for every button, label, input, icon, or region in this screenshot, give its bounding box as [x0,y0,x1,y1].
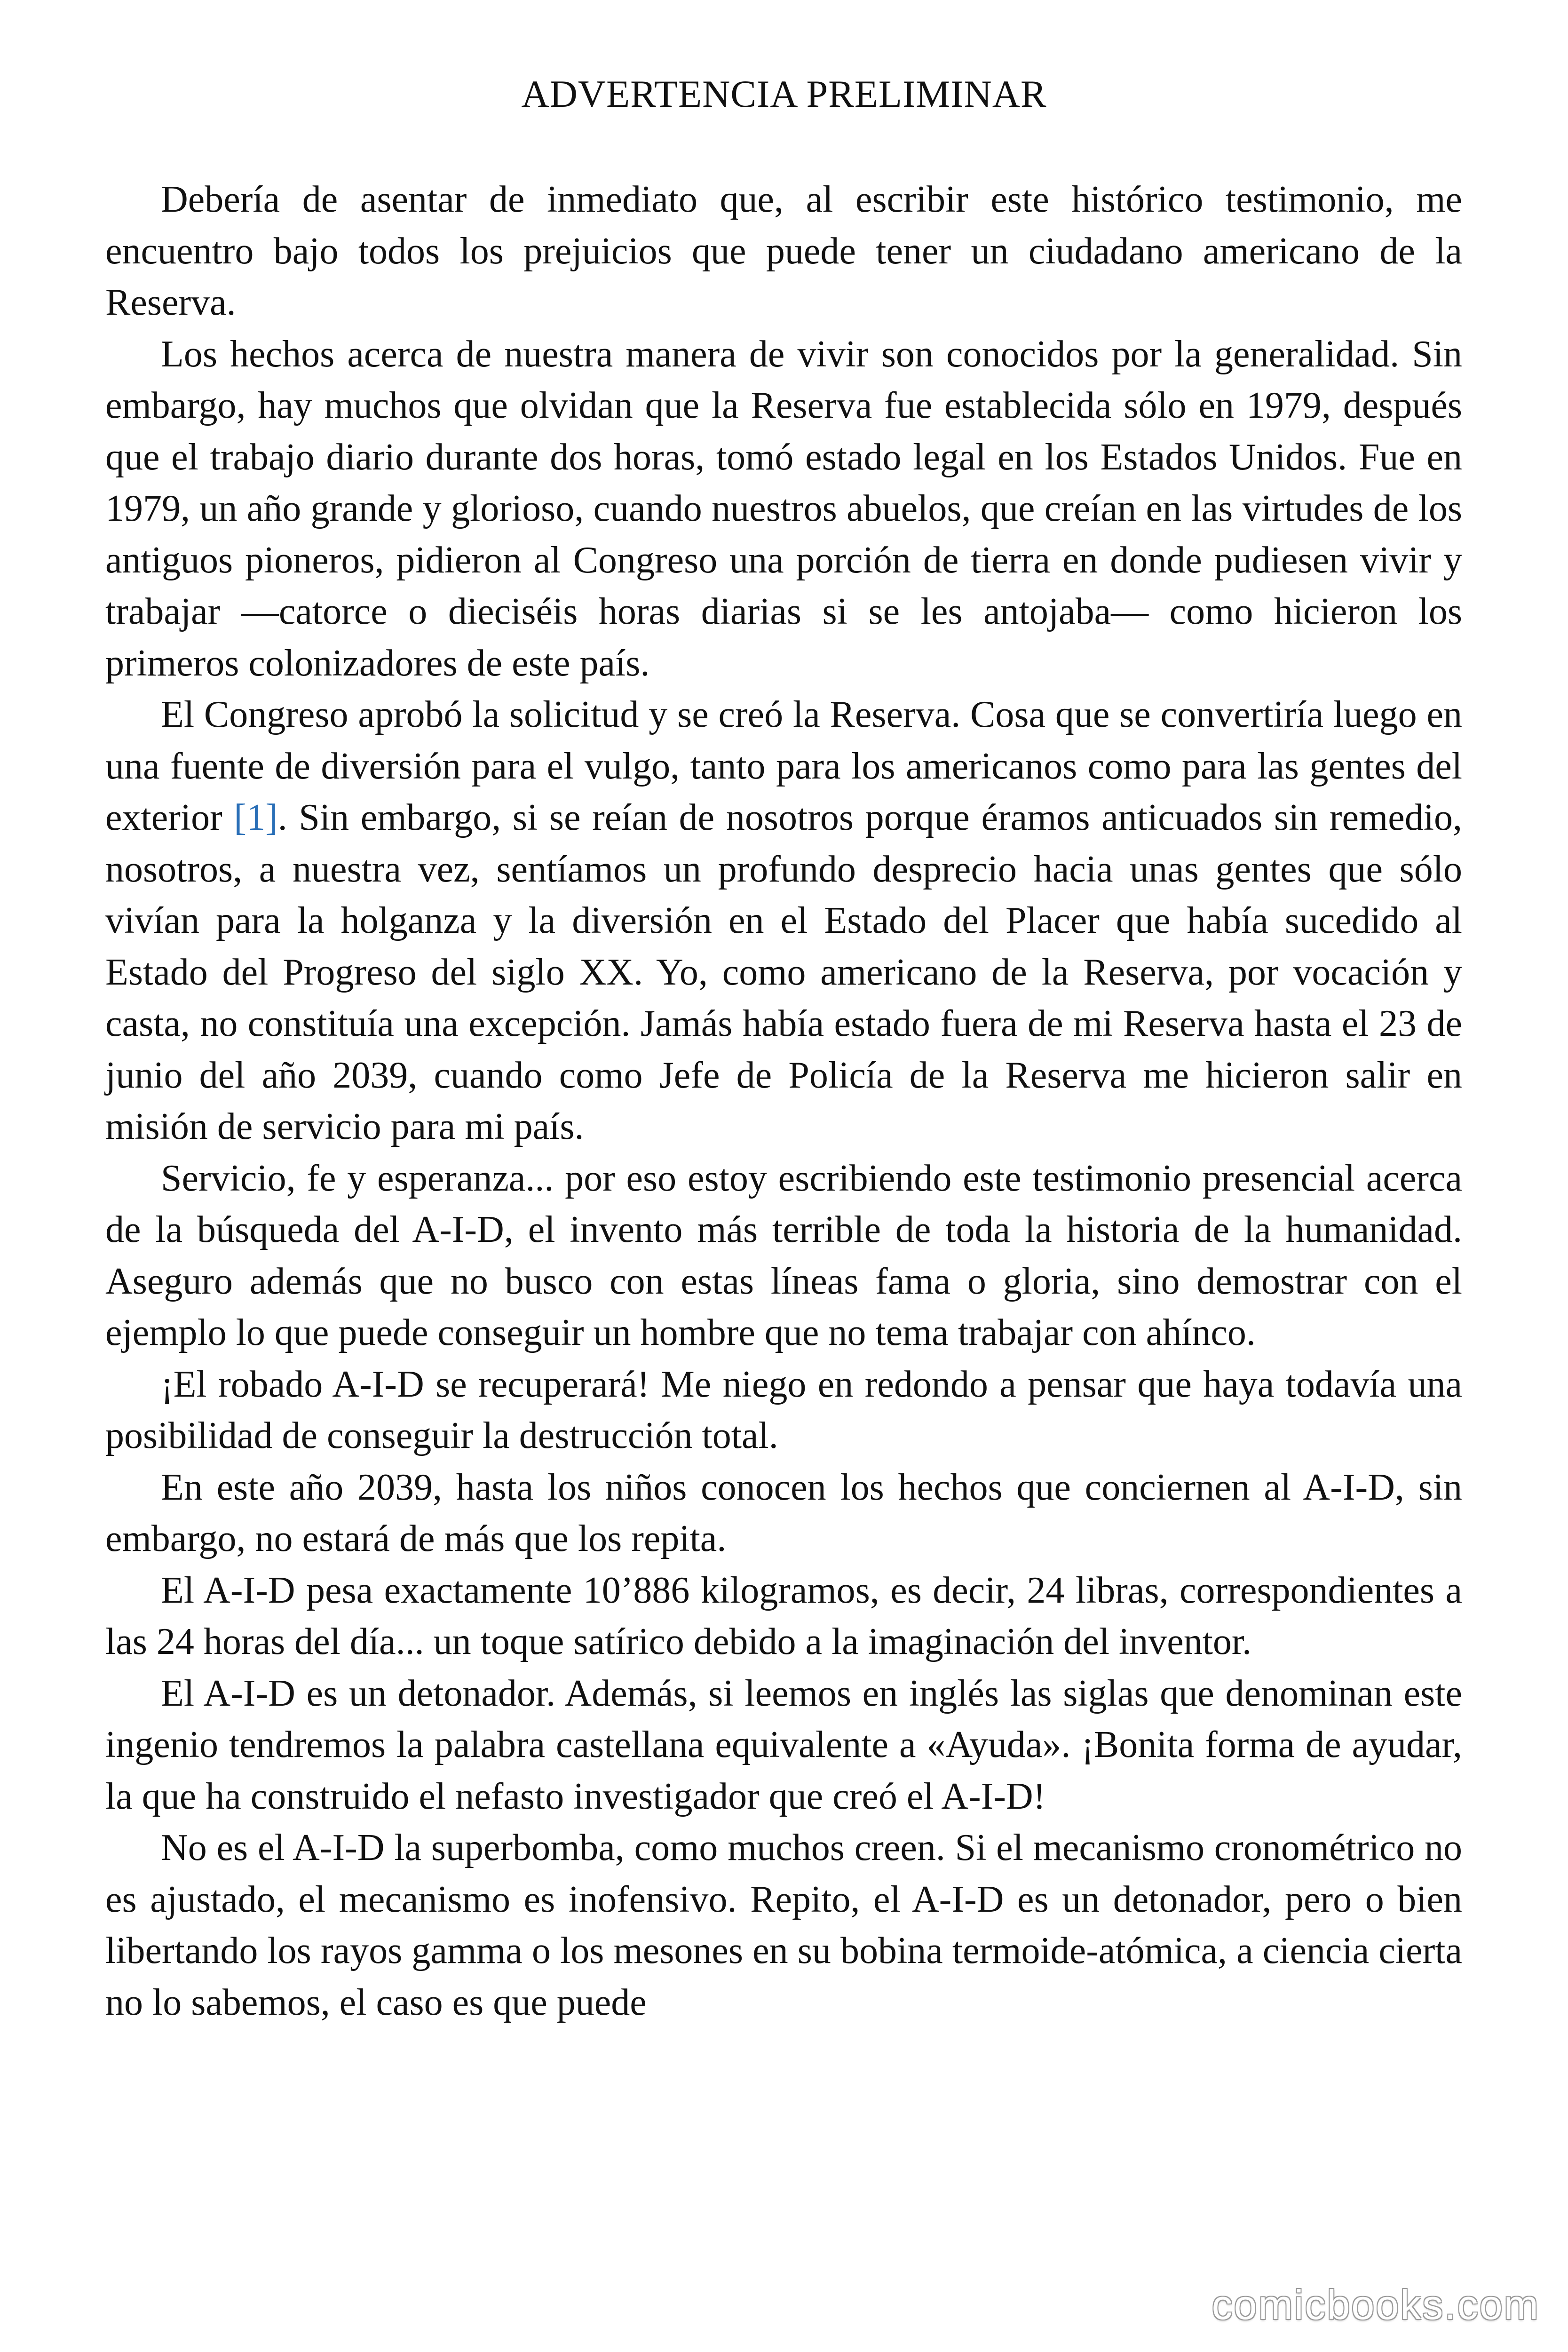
paragraph-3-text-after: . Sin embargo, si se reían de nosotros porque éramos anticuados sin remedio, nosotros, a nuestra vez, sentíamos un profundo desprecio hacia unas gentes que sólo vivían para la holganza y la diversión en el Estado del Placer que había sucedido al Estado del Progreso del siglo XX. Yo, como americano de la Reserva, por vocación y casta, no constituía una excepción. Jamás había estado fuera de mi Reserva hasta el 23 de junio del año 2039, cuando como Jefe de Policía de la Reserva me hicieron salir en misión de servicio para mi país. [105,797,1463,1147]
paragraph-6: En este año 2039, hasta los niños conocen los hechos que conciernen al A-I-D, sin embargo, no estará de más que los repita. [105,1466,1462,1559]
footnote-link[interactable]: [1] [234,797,278,838]
watermark-logo: comicbooks.com [1212,2281,1540,2328]
paragraph-3-text-before: El Congreso aprobó la solicitud y se creó la Reserva. Cosa que se convertiría luego en una fuente de diversión para el vulgo, tanto para los americanos como para las gentes del exterior [105,694,1462,838]
paragraph-1: Debería de asentar de inmediato que, al escribir este histórico testimonio, me encuentro bajo todos los prejuicios que puede tener un ciudadano americano de la Reserva. [105,179,1462,323]
paragraph-7: El A-I-D pesa exactamente 10’886 kilogramos, es decir, 24 libras, correspondientes a las 24 horas del día... un toque satírico debido a la imaginación del inventor. [105,1569,1462,1662]
paragraph-8: El A-I-D es un detonador. Además, si leemos en inglés las siglas que denominan este ingenio tendremos la palabra castellana equivalente a «Ayuda». ¡Bonita forma de ayudar, la que ha construido el nefasto investigador que creó el A-I-D! [105,1672,1462,1817]
chapter-title: ADVERTENCIA PRELIMINAR [521,72,1047,115]
paragraph-2: Los hechos acerca de nuestra manera de vivir son conocidos por la generalidad. Sin embargo, hay muchos que olvidan que la Reserva fue establecida sólo en 1979, después que el trabajo diario durante dos horas, tomó estado legal en los Estados Unidos. Fue en 1979, un año grande y glorioso, cuando nuestros abuelos, que creían en las virtudes de los antiguos pioneros, pidieron al Congreso una porción de tierra en donde pudiesen vivir y trabajar —catorce o dieciséis horas diarias si se les antojaba— como hicieron los primeros colonizadores de este país. [105,333,1462,684]
body-text [105,174,1462,2028]
paragraph-5: ¡El robado A-I-D se recuperará! Me niego en redondo a pensar que haya todavía una posibilidad de conseguir la destrucción total. [105,1363,1462,1456]
paragraph-9: No es el A-I-D la superbomba, como muchos creen. Si el mecanismo cronométrico no es ajustado, el mecanismo es inofensivo. Repito, el A-I-D es un detonador, pero o bien libertando los rayos gamma o los mesones en su bobina termoide-atómica, a ciencia cierta no lo sabemos, el caso es que puede [105,1827,1462,2023]
paragraph-4: Servicio, fe y esperanza... por eso estoy escribiendo este testimonio presencial acerca de la búsqueda del A-I-D, el invento más terrible de toda la historia de la humanidad. Aseguro además que no busco con estas líneas fama o gloria, sino demostrar con el ejemplo lo que puede conseguir un hombre que no tema trabajar con ahínco. [105,1157,1462,1353]
paragraph-3 [105,689,1462,1153]
